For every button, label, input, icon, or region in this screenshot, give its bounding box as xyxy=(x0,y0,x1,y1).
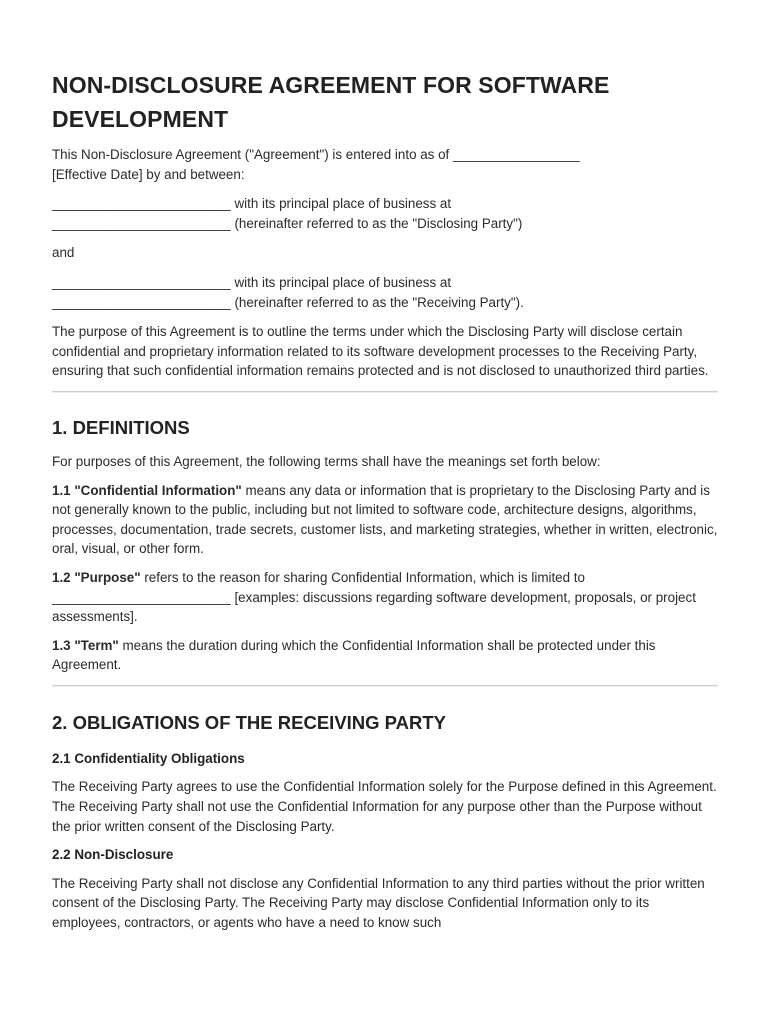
definition-text: means the duration during which the Confidential Information shall be protected under this Agreement. xyxy=(52,637,656,673)
definitions-intro: For purposes of this Agreement, the following terms shall have the meanings set forth below: xyxy=(52,453,601,469)
definition-term: 1.3 "Term" xyxy=(52,637,119,653)
definition-text: means any data or information that is proprietary to the Disclosing Party and is not generally known to the public, including but not limited to software code, architecture designs, algorithms, processes, documentation, trade secrets, customer lists, and marketing strategies, whether in written, electronic, oral, visual, or other form. xyxy=(52,482,718,557)
definition-term: 1.2 "Purpose" xyxy=(52,569,141,585)
intro-line-1: This Non-Disclosure Agreement ("Agreement") is entered into as of _________________ xyxy=(52,147,580,162)
disclosing-party-line-2: ________________________ (hereinafter referred to as the "Disclosing Party") xyxy=(52,215,523,231)
receiving-party-line-1: ________________________ with its principal place of business at xyxy=(52,274,452,290)
subsection-body: The Receiving Party shall not disclose any Confidential Information to any third parties without the prior written consent of the Disclosing Party. The Receiving Party may disclose Confidential Information only to its employees, contractors, or agents who have a need to know such xyxy=(52,875,705,931)
intro-line-2: [Effective Date] by and between: xyxy=(52,166,245,182)
section-divider xyxy=(52,391,718,393)
definition-text: refers to the reason for sharing Confidential Information, which is limited to ________________________ [examples: discussions regarding software development, proposals, or project assessments]. xyxy=(52,569,696,625)
document-content xyxy=(52,68,720,933)
subsection-heading: 2.1 Confidentiality Obligations xyxy=(52,750,245,766)
intro-paragraph xyxy=(52,145,720,184)
section-2-heading: 2. OBLIGATIONS OF THE RECEIVING PARTY xyxy=(52,711,447,733)
definition-item xyxy=(52,568,720,627)
and-connector: and xyxy=(52,245,75,261)
purpose-paragraph: The purpose of this Agreement is to outline the terms under which the Disclosing Party will disclose certain confidential and proprietary information related to its software development processes to the Receiving Party, ensuring that such confidential information remains protected and is not disclosed to unauthorized third parties. xyxy=(52,324,709,379)
definition-item xyxy=(52,481,720,559)
document-title: NON-DISCLOSURE AGREEMENT FOR SOFTWARE DEVELOPMENT xyxy=(52,72,610,132)
receiving-party-line-2: ________________________ (hereinafter referred to as the "Receiving Party"). xyxy=(52,294,524,310)
disclosing-party-block xyxy=(52,194,720,233)
section-1-heading: 1. DEFINITIONS xyxy=(52,416,190,438)
receiving-party-block xyxy=(52,273,720,312)
definition-item xyxy=(52,636,720,675)
section-divider xyxy=(52,685,718,687)
subsection-body: The Receiving Party agrees to use the Confidential Information solely for the Purpose defined in this Agreement. The Receiving Party shall not use the Confidential Information for any purpose other than the Purpose without the prior written consent of the Disclosing Party. xyxy=(52,779,717,834)
disclosing-party-line-1: ________________________ with its principal place of business at xyxy=(52,196,452,212)
subsection-heading: 2.2 Non-Disclosure xyxy=(52,847,174,863)
definition-term: 1.1 "Confidential Information" xyxy=(52,482,242,498)
